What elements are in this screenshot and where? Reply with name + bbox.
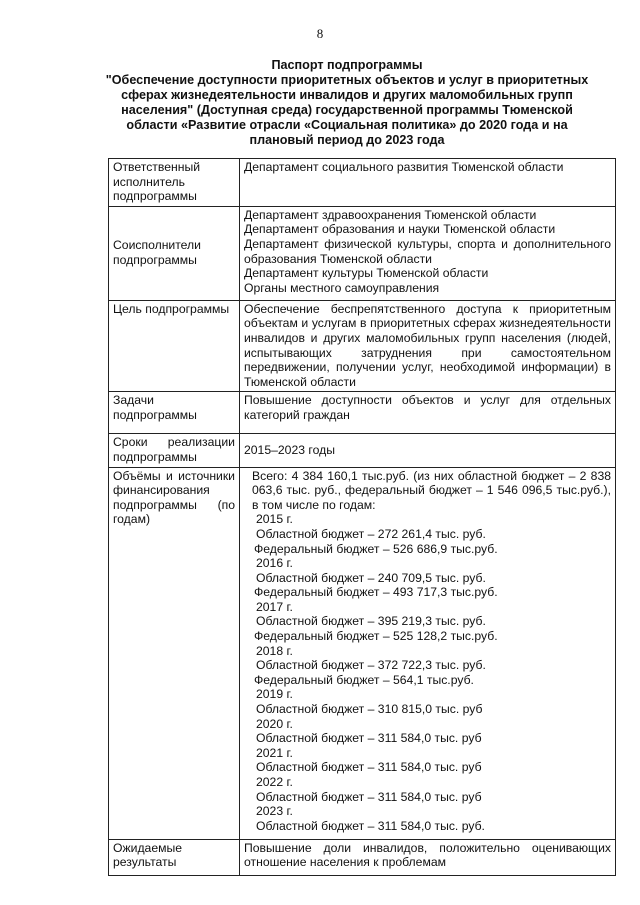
- table-row-terms: [109, 434, 616, 467]
- value-terms: 2015–2023 годы: [240, 434, 616, 467]
- financing-regional: Областной бюджет – 311 584,0 тыс. руб: [256, 760, 482, 775]
- title-line: плановый период до 2023 года: [249, 133, 445, 147]
- financing-year: 2021 г.: [256, 745, 293, 760]
- financing-regional: Областной бюджет – 310 815,0 тыс. руб: [256, 702, 483, 717]
- financing-regional: Областной бюджет – 311 584,0 тыс. руб: [256, 789, 482, 804]
- table-row-results: [109, 839, 616, 875]
- value-goal: Обеспечение беспрепятственного доступа к приоритетным объектам и услугам в приоритетных сферах жизнедеятельности инвалидов и других маломобильных групп населения (людей, испытывающих затруднения при самостоятельном передвижении, получении услуг, необходимой информации) в Тюменской области: [240, 300, 616, 392]
- financing-regional: Областной бюджет – 395 219,3 тыс. руб.: [256, 614, 486, 629]
- list-item: Департамент образования и науки Тюменской области: [244, 222, 556, 237]
- title-line: "Обеспечение доступности приоритетных объектов и услуг в приоритетных: [105, 73, 589, 87]
- list-item: Департамент культуры Тюменской области: [244, 266, 489, 281]
- financing-federal: Федеральный бюджет – 526 686,9 тыс.руб.: [254, 541, 498, 556]
- label-goal: Цель подпрограммы: [109, 300, 240, 392]
- label-financing: Объёмы и источники финансирования подпрограммы (по годам): [109, 467, 240, 839]
- table-row-goal: [109, 300, 616, 392]
- financing-regional: Областной бюджет – 311 584,0 тыс. руб.: [256, 818, 485, 833]
- financing-year: 2019 г.: [256, 687, 293, 702]
- financing-year: 2023 г.: [256, 804, 293, 819]
- passport-table: [108, 158, 616, 876]
- label-executor: Ответственный исполнитель подпрограммы: [109, 159, 240, 207]
- label-tasks: Задачи подпрограммы: [109, 392, 240, 434]
- page-number: 8: [316, 26, 324, 41]
- value-coexecutors: [240, 206, 616, 300]
- financing-year: 2022 г.: [256, 775, 293, 789]
- financing-regional: Областной бюджет – 240 709,5 тыс. руб.: [256, 570, 486, 585]
- financing-year: 2018 г.: [256, 643, 293, 658]
- list-item: Органы местного самоуправления: [244, 280, 440, 295]
- table-row-tasks: [109, 392, 616, 434]
- table-row-financing: [109, 467, 616, 839]
- financing-regional: Областной бюджет – 372 722,3 тыс. руб.: [256, 658, 486, 673]
- financing-year: 2015 г.: [256, 512, 293, 527]
- value-results: Повышение доли инвалидов, положительно оценивающих отношение населения к проблемам: [240, 839, 616, 875]
- title-line: области «Развитие отрасли «Социальная политика» до 2020 года и на: [126, 118, 568, 132]
- document-title: [92, 58, 602, 148]
- title-line: населения" (Доступная среда) государственной программы Тюменской: [121, 103, 573, 117]
- label-coexecutors: Соисполнители подпрограммы: [109, 206, 240, 300]
- financing-regional: Областной бюджет – 311 584,0 тыс. руб: [256, 731, 482, 746]
- list-item: Департамент здравоохранения Тюменской области: [244, 207, 537, 222]
- title-line: Паспорт подпрограммы: [271, 58, 423, 72]
- label-terms: Сроки реализации подпрограммы: [109, 434, 240, 467]
- financing-year: 2020 г.: [256, 716, 293, 731]
- label-results: Ожидаемые результаты: [109, 839, 240, 875]
- financing-year: 2016 г.: [256, 556, 293, 571]
- financing-total: Всего: 4 384 160,1 тыс.руб. (из них областной бюджет – 2 838 063,6 тыс. руб., федеральный бюджет – 1 546 096,5 тыс.руб.), в том числе по годам:: [252, 468, 611, 512]
- financing-year: 2017 г.: [256, 599, 293, 614]
- financing-federal: Федеральный бюджет – 525 128,2 тыс.руб.: [254, 629, 498, 644]
- value-financing: [240, 467, 616, 839]
- table-row-coexecutors: [109, 206, 616, 300]
- table-row-executor: [109, 159, 616, 207]
- financing-regional: Областной бюджет – 272 261,4 тыс. руб.: [256, 526, 486, 541]
- value-tasks: Повышение доступности объектов и услуг для отдельных категорий граждан: [240, 392, 616, 434]
- title-line: сферах жизнедеятельности инвалидов и других маломобильных групп: [121, 88, 573, 102]
- value-executor: Департамент социального развития Тюменской области: [240, 159, 616, 207]
- list-item: Департамент физической культуры, спорта и дополнительного образования Тюменской области: [244, 236, 611, 266]
- financing-federal: Федеральный бюджет – 564,1 тыс.руб.: [254, 672, 474, 687]
- financing-federal: Федеральный бюджет – 493 717,3 тыс.руб.: [254, 585, 498, 600]
